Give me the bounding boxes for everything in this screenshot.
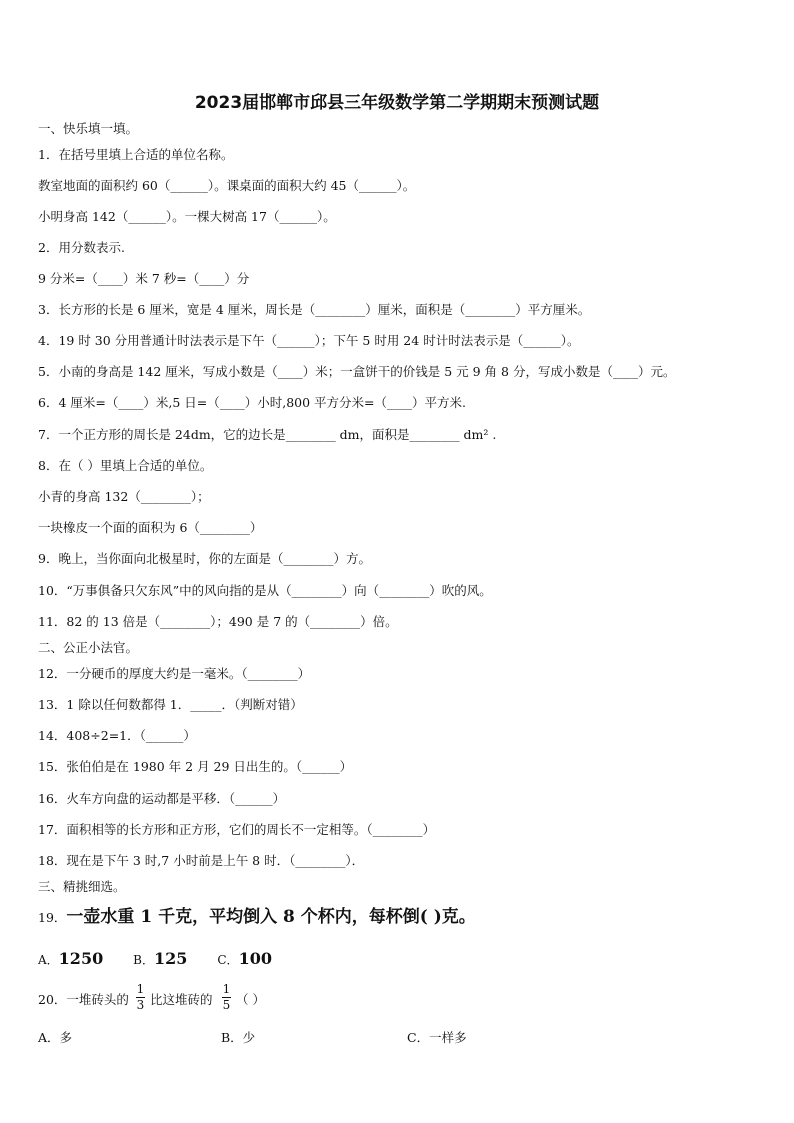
question-1-line-a: 教室地面的面积约 60（______）。课桌面的面积大约 45（______）。 <box>38 178 416 193</box>
question-8-line-a: 小青的身高 132（________）； <box>38 489 210 504</box>
question-20-middle: 比这堆砖的 <box>150 992 213 1007</box>
fraction-2-denominator: 5 <box>222 998 231 1012</box>
fraction-one-third <box>136 983 145 1012</box>
fraction-1-numerator: 1 <box>136 982 145 996</box>
question-8-line-b: 一块橡皮一个面的面积为 6（________） <box>38 520 263 535</box>
question-20-suffix: （ ） <box>236 992 265 1007</box>
question-20-option-c: C．一样多 <box>407 1030 467 1045</box>
question-3: 3．长方形的长是 6 厘米，宽是 4 厘米，周长是（________）厘米，面积是（________）平方厘米。 <box>38 302 591 317</box>
question-1-line-b: 小明身高 142（______）。一棵大树高 17（______）。 <box>38 209 336 224</box>
question-14: 14．408÷2=1．（______） <box>38 728 196 743</box>
question-11: 11．82 的 13 倍是（________）；490 是 7 的（________）倍。 <box>38 614 398 629</box>
question-10: 10．“万事俱备只欠东风”中的风向指的是从（________）向（________）吹的风。 <box>38 583 492 598</box>
question-19-options <box>38 950 272 969</box>
question-7: 7．一个正方形的周长是 24dm，它的边长是________ dm，面积是________ dm² . <box>38 427 497 442</box>
question-18: 18．现在是下午 3 时,7 小时前是上午 8 时．（________）． <box>38 853 365 868</box>
option-c-value: 100 <box>238 949 272 968</box>
option-c-label: C． <box>217 953 239 967</box>
question-20-option-a: A．多 <box>38 1030 73 1045</box>
question-13: 13．1 除以任何数都得 1．_____．（判断对错） <box>38 697 303 712</box>
option-a-value: 1250 <box>58 949 104 968</box>
question-20-prefix: 20．一堆砖头的 <box>38 992 129 1007</box>
question-9: 9．晚上，当你面向北极星时，你的左面是（________）方。 <box>38 551 371 566</box>
section-heading-fill-blank: 一、快乐填一填。 <box>38 121 139 136</box>
section-heading-true-false: 二、公正小法官。 <box>38 640 139 655</box>
question-19 <box>38 908 476 927</box>
fraction-one-fifth <box>222 983 231 1012</box>
option-b-value: 125 <box>154 949 188 968</box>
question-17: 17．面积相等的长方形和正方形，它们的周长不一定相等。（________） <box>38 822 436 837</box>
question-5: 5．小南的身高是 142 厘米，写成小数是（____）米；一盒饼干的价钱是 5 元 9 角 8 分，写成小数是（____）元。 <box>38 364 676 379</box>
question-19-number: 19． <box>38 910 67 925</box>
question-4: 4．19 时 30 分用普通计时法表示是下午（______）；下午 5 时用 24 时计时法表示是（______）。 <box>38 333 580 348</box>
question-20 <box>38 983 438 1023</box>
option-b-label: B． <box>133 953 154 967</box>
option-a-label: A． <box>38 953 59 967</box>
question-16: 16．火车方向盘的运动都是平移．（______） <box>38 791 286 806</box>
fraction-1-denominator: 3 <box>136 998 145 1012</box>
question-15: 15．张伯伯是在 1980 年 2 月 29 日出生的。（______） <box>38 759 353 774</box>
question-2-line-a: 9 分米=（____）米 7 秒=（____）分 <box>38 271 250 286</box>
question-8: 8．在（ ）里填上合适的单位。 <box>38 458 213 473</box>
fraction-2-numerator: 1 <box>222 982 231 996</box>
question-1: 1．在括号里填上合适的单位名称。 <box>38 147 234 162</box>
page-title: 2023届邯郸市邱县三年级数学第二学期期末预测试题 <box>194 93 600 113</box>
section-heading-multiple-choice: 三、精挑细选。 <box>38 879 126 894</box>
question-12: 12．一分硬币的厚度大约是一毫米。（________） <box>38 666 311 681</box>
question-6: 6．4 厘米=（____）米,5 日=（____）小时,800 平方分米=（____）平方米. <box>38 395 466 410</box>
question-2: 2．用分数表示. <box>38 240 125 255</box>
question-20-option-b: B．少 <box>221 1030 256 1045</box>
question-19-text: 一壶水重 1 千克，平均倒入 8 个杯内，每杯倒( )克。 <box>66 907 476 927</box>
